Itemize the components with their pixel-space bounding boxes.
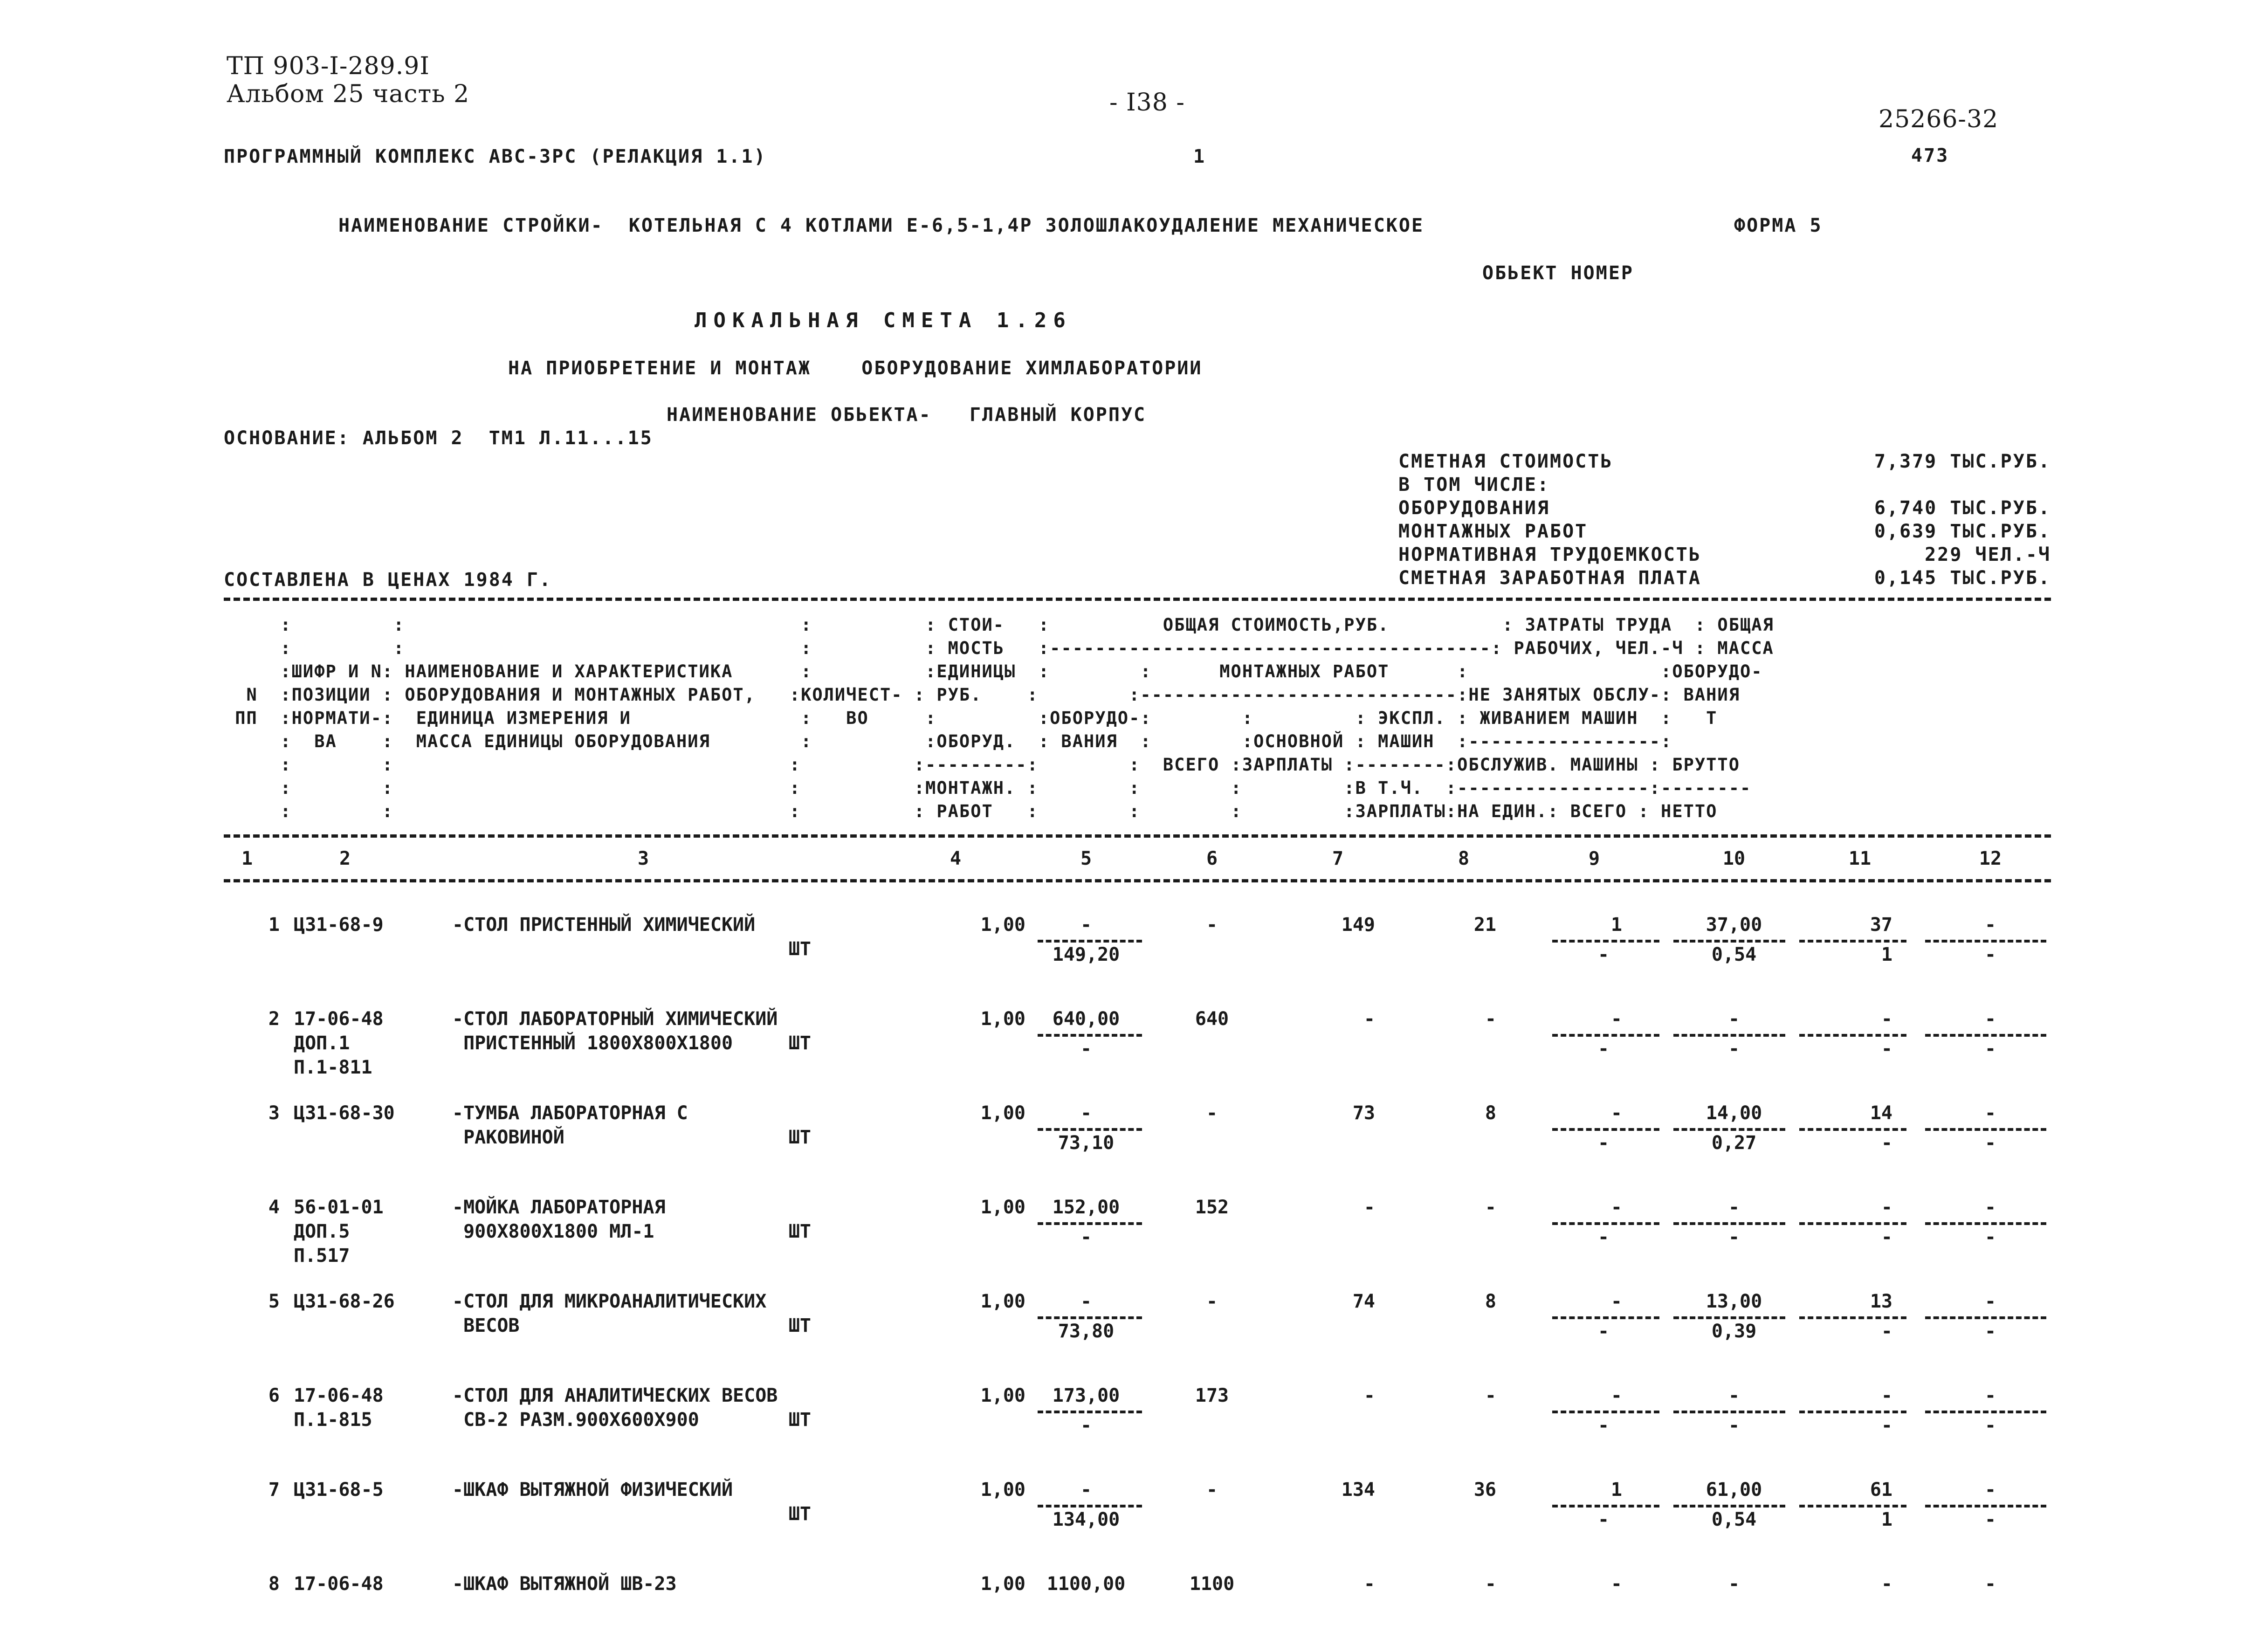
- item-name: -ШКАФ ВЫТЯЖНОЙ ФИЗИЧЕСКИЙ: [452, 1479, 733, 1501]
- column-number: 4: [950, 848, 962, 869]
- cell-divider: [1673, 1222, 1785, 1225]
- equipment-cost: 152: [1195, 1197, 1229, 1218]
- header-rule-bottom: [224, 879, 2051, 882]
- labor-total: -: [1881, 1008, 1892, 1030]
- labor-total: -: [1881, 1197, 1892, 1218]
- cell-divider: [1552, 1316, 1659, 1319]
- cell-divider: [1925, 1128, 2046, 1131]
- header-line: : : : :---------: : ВСЕГО :ЗАРПЛАТЫ :--------:ОБСЛУЖИВ. МАШИНЫ : БРУТТО: [224, 755, 1740, 775]
- equipment-cost: -: [1206, 1291, 1218, 1312]
- net-mass: -: [1984, 944, 1996, 965]
- column-number: 12: [1979, 848, 2002, 869]
- item-name: 900X800X1800 МЛ-1: [452, 1221, 654, 1242]
- summary-value: 229 ЧЕЛ.-Ч: [1925, 544, 2051, 565]
- header-line: : : : :МОНТАЖН. : : : :В Т.Ч. :-----------------:--------: [224, 778, 1752, 798]
- installation-total: -: [1363, 1385, 1375, 1406]
- labor-total: -: [1881, 1573, 1892, 1595]
- summary-label: В ТОМ ЧИСЛЕ:: [1398, 474, 1550, 496]
- column-number: 5: [1080, 848, 1092, 869]
- cell-divider: [1552, 940, 1659, 943]
- row-number: 5: [268, 1291, 280, 1312]
- cell-divider: [1552, 1128, 1659, 1131]
- gross-mass: -: [1984, 914, 1996, 936]
- unit-price-installation: -: [1080, 1415, 1092, 1436]
- labor-total: -: [1881, 1385, 1892, 1406]
- base-salary: 8: [1485, 1291, 1496, 1312]
- item-name: -СТОЛ ПРИСТЕННЫЙ ХИМИЧЕСКИЙ: [452, 914, 756, 936]
- installation-total: -: [1363, 1573, 1375, 1595]
- unit-price-installation: -: [1080, 1226, 1092, 1248]
- archive-number: 25266-32: [1879, 105, 1999, 133]
- service-per-unit: -: [1728, 1226, 1740, 1248]
- gross-mass: -: [1984, 1291, 1996, 1312]
- cell-divider: [1799, 1222, 1906, 1225]
- quantity: 1,00: [980, 1197, 1025, 1218]
- summary-label: СМЕТНАЯ СТОИМОСТЬ: [1398, 451, 1613, 472]
- machine-operation: -: [1610, 1008, 1622, 1030]
- cell-divider: [1673, 1128, 1785, 1131]
- sheet-number: 473: [1911, 145, 1949, 166]
- cell-divider: [1925, 1034, 2046, 1037]
- cell-divider: [1799, 1316, 1906, 1319]
- service-total: -: [1881, 1415, 1892, 1436]
- cell-divider: [1552, 1411, 1659, 1413]
- header-line: : : : : РАБОТ : : : :ЗАРПЛАТЫ:НА ЕДИН.: ВСЕГО : НЕТТО: [224, 801, 1718, 821]
- net-mass: -: [1984, 1415, 1996, 1436]
- position-code: П.1-811: [294, 1057, 372, 1078]
- summary-label: НОРМАТИВНАЯ ТРУДОЕМКОСТЬ: [1398, 544, 1701, 565]
- position-code: 17-06-48: [294, 1008, 384, 1030]
- item-name: ВЕСОВ: [452, 1315, 520, 1336]
- quantity: 1,00: [980, 1008, 1025, 1030]
- machine-operation: -: [1610, 1385, 1622, 1406]
- labor-total: 37: [1870, 914, 1892, 936]
- summary-label: МОНТАЖНЫХ РАБОТ: [1398, 521, 1588, 542]
- labor-per-unit: -: [1728, 1573, 1740, 1595]
- unit-price-installation: -: [1080, 1038, 1092, 1060]
- cell-divider: [1799, 940, 1906, 943]
- gross-mass: -: [1984, 1479, 1996, 1501]
- gross-mass: -: [1984, 1197, 1996, 1218]
- net-mass: -: [1984, 1321, 1996, 1342]
- equipment-cost: 1100: [1189, 1573, 1235, 1595]
- unit-price-installation: 134,00: [1052, 1509, 1120, 1530]
- quantity: 1,00: [980, 1385, 1025, 1406]
- service-total: -: [1881, 1132, 1892, 1154]
- cell-divider: [1552, 1034, 1659, 1037]
- machine-salary: -: [1597, 1226, 1610, 1248]
- object-name: НАИМЕНОВАНИЕ ОБЬЕКТА- ГЛАВНЫЙ КОРПУС: [667, 404, 1147, 426]
- cell-divider: [1925, 1411, 2046, 1413]
- row-number: 2: [268, 1008, 280, 1030]
- item-name: РАКОВИНОЙ: [452, 1127, 564, 1148]
- machine-salary: -: [1597, 944, 1610, 965]
- unit-price-equipment: 173,00: [1052, 1385, 1120, 1406]
- machine-operation: 1: [1610, 1479, 1622, 1501]
- cell-divider: [1038, 1316, 1142, 1319]
- service-total: -: [1881, 1226, 1892, 1248]
- machine-operation: -: [1610, 1197, 1622, 1218]
- quantity: 1,00: [980, 1102, 1025, 1124]
- labor-total: 14: [1870, 1102, 1892, 1124]
- row-number: 3: [268, 1102, 280, 1124]
- position-code: ДОП.1: [294, 1032, 350, 1054]
- header-line: : : : : МОСТЬ :---------------------------------------: РАБОЧИХ, ЧЕЛ.-Ч : МАССА: [224, 638, 1774, 658]
- item-name: ПРИСТЕННЫЙ 1800X800X1800: [452, 1032, 733, 1054]
- page-number: - I38 -: [1109, 89, 1185, 117]
- cell-divider: [1038, 1128, 1142, 1131]
- cell-divider: [1552, 1505, 1659, 1507]
- equipment-cost: -: [1206, 1479, 1218, 1501]
- unit-price-equipment: -: [1080, 914, 1092, 936]
- labor-per-unit: -: [1728, 1385, 1740, 1406]
- position-code: 56-01-01: [294, 1197, 384, 1218]
- header-line: : ВА : МАССА ЕДИНИЦЫ ОБОРУДОВАНИЯ : :ОБОРУД. : ВАНИЯ : :ОСНОВНОЙ : МАШИН :-----------------:: [224, 731, 1672, 751]
- cell-divider: [1038, 1034, 1142, 1037]
- installation-total: -: [1363, 1197, 1375, 1218]
- column-number: 2: [339, 848, 351, 869]
- machine-salary: -: [1597, 1509, 1610, 1530]
- doc-title: ЛОКАЛЬНАЯ СМЕТА 1.26: [695, 309, 1072, 332]
- column-number: 8: [1458, 848, 1470, 869]
- header-line: N :ПОЗИЦИИ : ОБОРУДОВАНИЯ И МОНТАЖНЫХ РАБОТ, :КОЛИЧЕСТ- : РУБ. : :----------------------------:НЕ ЗАНЯТЫХ ОБСЛУ-: ВАНИЯ: [224, 685, 1740, 705]
- position-code: 17-06-48: [294, 1573, 384, 1595]
- installation-total: -: [1363, 1008, 1375, 1030]
- service-per-unit: 0,27: [1711, 1132, 1757, 1154]
- item-name: -МОЙКА ЛАБОРАТОРНАЯ: [452, 1197, 666, 1218]
- net-mass: -: [1984, 1038, 1996, 1060]
- cell-divider: [1799, 1034, 1906, 1037]
- position-code: П.517: [294, 1245, 350, 1267]
- service-per-unit: -: [1728, 1415, 1740, 1436]
- basis: ОСНОВАНИЕ: АЛЬБОМ 2 ТМ1 Л.11...15: [224, 427, 653, 449]
- column-number: 3: [637, 848, 649, 869]
- service-per-unit: 0,39: [1711, 1321, 1757, 1342]
- column-number: 7: [1332, 848, 1344, 869]
- service-total: 1: [1881, 1509, 1892, 1530]
- machine-salary: -: [1597, 1321, 1610, 1342]
- position-code: Ц31-68-30: [294, 1102, 395, 1124]
- unit: ШТ: [788, 1127, 811, 1148]
- header-line: ПП :НОРМАТИ-: ЕДИНИЦА ИЗМЕРЕНИЯ И : ВО : :ОБОРУДО-: : : ЭКСПЛ. : ЖИВАНИЕМ МАШИН : Т: [224, 708, 1718, 728]
- row-number: 4: [268, 1197, 280, 1218]
- unit-price-equipment: 1100,00: [1046, 1573, 1126, 1595]
- item-name: -ТУМБА ЛАБОРАТОРНАЯ С: [452, 1102, 688, 1124]
- unit: ШТ: [788, 1503, 811, 1525]
- column-number: 11: [1848, 848, 1872, 869]
- machine-operation: -: [1610, 1573, 1622, 1595]
- installation-total: 134: [1341, 1479, 1375, 1501]
- unit-price-installation: 73,10: [1058, 1132, 1115, 1154]
- installation-total: 149: [1341, 914, 1375, 936]
- doc-code: ТП 903-I-289.9I: [227, 52, 430, 80]
- equipment-cost: 640: [1195, 1008, 1229, 1030]
- labor-per-unit: 37,00: [1706, 914, 1762, 936]
- machine-salary: -: [1597, 1132, 1610, 1154]
- item-name: СВ-2 РАЗМ.900X600X900: [452, 1409, 699, 1431]
- service-total: -: [1881, 1038, 1892, 1060]
- cell-divider: [1799, 1128, 1906, 1131]
- unit: ШТ: [788, 938, 811, 960]
- gross-mass: -: [1984, 1102, 1996, 1124]
- column-number: 10: [1722, 848, 1746, 869]
- service-per-unit: 0,54: [1711, 944, 1757, 965]
- equipment-cost: -: [1206, 914, 1218, 936]
- service-per-unit: 0,54: [1711, 1509, 1757, 1530]
- position-code: П.1-815: [294, 1409, 372, 1431]
- summary-value: 6,740 ТЫС.РУБ.: [1874, 497, 2051, 519]
- cell-divider: [1925, 1316, 2046, 1319]
- labor-per-unit: -: [1728, 1008, 1740, 1030]
- base-salary: -: [1485, 1008, 1496, 1030]
- net-mass: -: [1984, 1132, 1996, 1154]
- item-name: -СТОЛ ЛАБОРАТОРНЫЙ ХИМИЧЕСКИЙ: [452, 1008, 778, 1030]
- base-salary: 8: [1485, 1102, 1496, 1124]
- quantity: 1,00: [980, 914, 1025, 936]
- labor-per-unit: 61,00: [1706, 1479, 1762, 1501]
- position-code: Ц31-68-26: [294, 1291, 395, 1312]
- service-per-unit: -: [1728, 1038, 1740, 1060]
- item-name: -СТОЛ ДЛЯ МИКРОАНАЛИТИЧЕСКИХ: [452, 1291, 767, 1312]
- row-number: 7: [268, 1479, 280, 1501]
- equipment-cost: 173: [1195, 1385, 1229, 1406]
- quantity: 1,00: [980, 1573, 1025, 1595]
- row-number: 8: [268, 1573, 280, 1595]
- net-mass: -: [1984, 1226, 1996, 1248]
- unit-price-installation: 149,20: [1052, 944, 1120, 965]
- row-number: 1: [268, 914, 280, 936]
- summary-label: ОБОРУДОВАНИЯ: [1398, 497, 1550, 519]
- installation-total: 74: [1352, 1291, 1375, 1312]
- header-line: :ШИФР И N: НАИМЕНОВАНИЕ И ХАРАКТЕРИСТИКА : :ЕДИНИЦЫ : : МОНТАЖНЫХ РАБОТ : :ОБОРУДО-: [224, 661, 1763, 681]
- header-rule-top: [224, 598, 2051, 601]
- album-label: Альбом 25 часть 2: [227, 80, 470, 108]
- service-total: 1: [1881, 944, 1892, 965]
- cell-divider: [1673, 1505, 1785, 1507]
- equipment-cost: -: [1206, 1102, 1218, 1124]
- object-number: ОБЬЕКТ НОМЕР: [1482, 262, 1634, 284]
- price-level: СОСТАВЛЕНА В ЦЕНАХ 1984 Г.: [224, 569, 552, 591]
- net-mass: -: [1984, 1509, 1996, 1530]
- summary-label: СМЕТНАЯ ЗАРАБОТНАЯ ПЛАТА: [1398, 567, 1701, 589]
- base-salary: -: [1485, 1573, 1496, 1595]
- cell-divider: [1038, 940, 1142, 943]
- column-number: 1: [241, 848, 253, 869]
- labor-total: 13: [1870, 1291, 1892, 1312]
- column-number: 6: [1206, 848, 1218, 869]
- row-number: 6: [268, 1385, 280, 1406]
- cell-divider: [1673, 940, 1785, 943]
- cell-divider: [1799, 1505, 1906, 1507]
- quantity: 1,00: [980, 1479, 1025, 1501]
- labor-per-unit: 13,00: [1706, 1291, 1762, 1312]
- gross-mass: -: [1984, 1008, 1996, 1030]
- position-code: ДОП.5: [294, 1221, 350, 1242]
- item-name: -ШКАФ ВЫТЯЖНОЙ ШВ-23: [452, 1573, 677, 1595]
- unit: ШТ: [788, 1221, 811, 1242]
- unit-price-equipment: 152,00: [1052, 1197, 1120, 1218]
- program-name: ПРОГРАММНЫЙ КОМПЛЕКС АВС-3РС (РЕЛАКЦИЯ 1.1): [224, 146, 767, 167]
- unit-price-installation: 73,80: [1058, 1321, 1115, 1342]
- cell-divider: [1925, 940, 2046, 943]
- unit: ШТ: [788, 1409, 811, 1431]
- gross-mass: -: [1984, 1385, 1996, 1406]
- labor-per-unit: -: [1728, 1197, 1740, 1218]
- unit-price-equipment: -: [1080, 1291, 1092, 1312]
- machine-operation: -: [1610, 1291, 1622, 1312]
- unit: ШТ: [788, 1315, 811, 1336]
- cell-divider: [1038, 1505, 1142, 1507]
- position-code: 17-06-48: [294, 1385, 384, 1406]
- cell-divider: [1673, 1411, 1785, 1413]
- position-code: Ц31-68-5: [294, 1479, 384, 1501]
- column-number: 9: [1588, 848, 1600, 869]
- service-total: -: [1881, 1321, 1892, 1342]
- base-salary: -: [1485, 1385, 1496, 1406]
- cell-divider: [1799, 1411, 1906, 1413]
- labor-total: 61: [1870, 1479, 1892, 1501]
- machine-salary: -: [1597, 1415, 1610, 1436]
- cell-divider: [1552, 1222, 1659, 1225]
- construction-name: НАИМЕНОВАНИЕ СТРОЙКИ- КОТЕЛЬНАЯ С 4 КОТЛАМИ Е-6,5-1,4Р ЗОЛОШЛАКОУДАЛЕНИЕ МЕХАНИЧЕСКОЕ: [338, 215, 1424, 236]
- form-label: ФОРМА 5: [1734, 215, 1823, 236]
- unit: ШТ: [788, 1032, 811, 1054]
- cell-divider: [1038, 1411, 1142, 1413]
- doc-subtitle: НА ПРИОБРЕТЕНИЕ И МОНТАЖ ОБОРУДОВАНИЕ ХИМЛАБОРАТОРИИ: [508, 358, 1203, 379]
- item-name: -СТОЛ ДЛЯ АНАЛИТИЧЕСКИХ ВЕСОВ: [452, 1385, 778, 1406]
- unit-price-equipment: -: [1080, 1479, 1092, 1501]
- base-salary: 21: [1473, 914, 1496, 936]
- cell-divider: [1925, 1505, 2046, 1507]
- unit-price-equipment: -: [1080, 1102, 1092, 1124]
- machine-operation: 1: [1610, 914, 1622, 936]
- header-rule-mid: [224, 834, 2051, 838]
- installation-total: 73: [1352, 1102, 1375, 1124]
- machine-operation: -: [1610, 1102, 1622, 1124]
- machine-salary: -: [1597, 1038, 1610, 1060]
- position-code: Ц31-68-9: [294, 914, 384, 936]
- summary-value: 7,379 ТЫС.РУБ.: [1874, 451, 2051, 472]
- base-salary: 36: [1473, 1479, 1496, 1501]
- program-page: 1: [1193, 146, 1206, 167]
- base-salary: -: [1485, 1197, 1496, 1218]
- summary-value: 0,145 ТЫС.РУБ.: [1874, 567, 2051, 589]
- cell-divider: [1038, 1222, 1142, 1225]
- quantity: 1,00: [980, 1291, 1025, 1312]
- header-line: : : : : СТОИ- : ОБЩАЯ СТОИМОСТЬ,РУБ. : ЗАТРАТЫ ТРУДА : ОБЩАЯ: [224, 615, 1774, 635]
- gross-mass: -: [1984, 1573, 1996, 1595]
- cell-divider: [1673, 1034, 1785, 1037]
- labor-per-unit: 14,00: [1706, 1102, 1762, 1124]
- summary-value: 0,639 ТЫС.РУБ.: [1874, 521, 2051, 542]
- cell-divider: [1925, 1222, 2046, 1225]
- cell-divider: [1673, 1316, 1785, 1319]
- unit-price-equipment: 640,00: [1052, 1008, 1120, 1030]
